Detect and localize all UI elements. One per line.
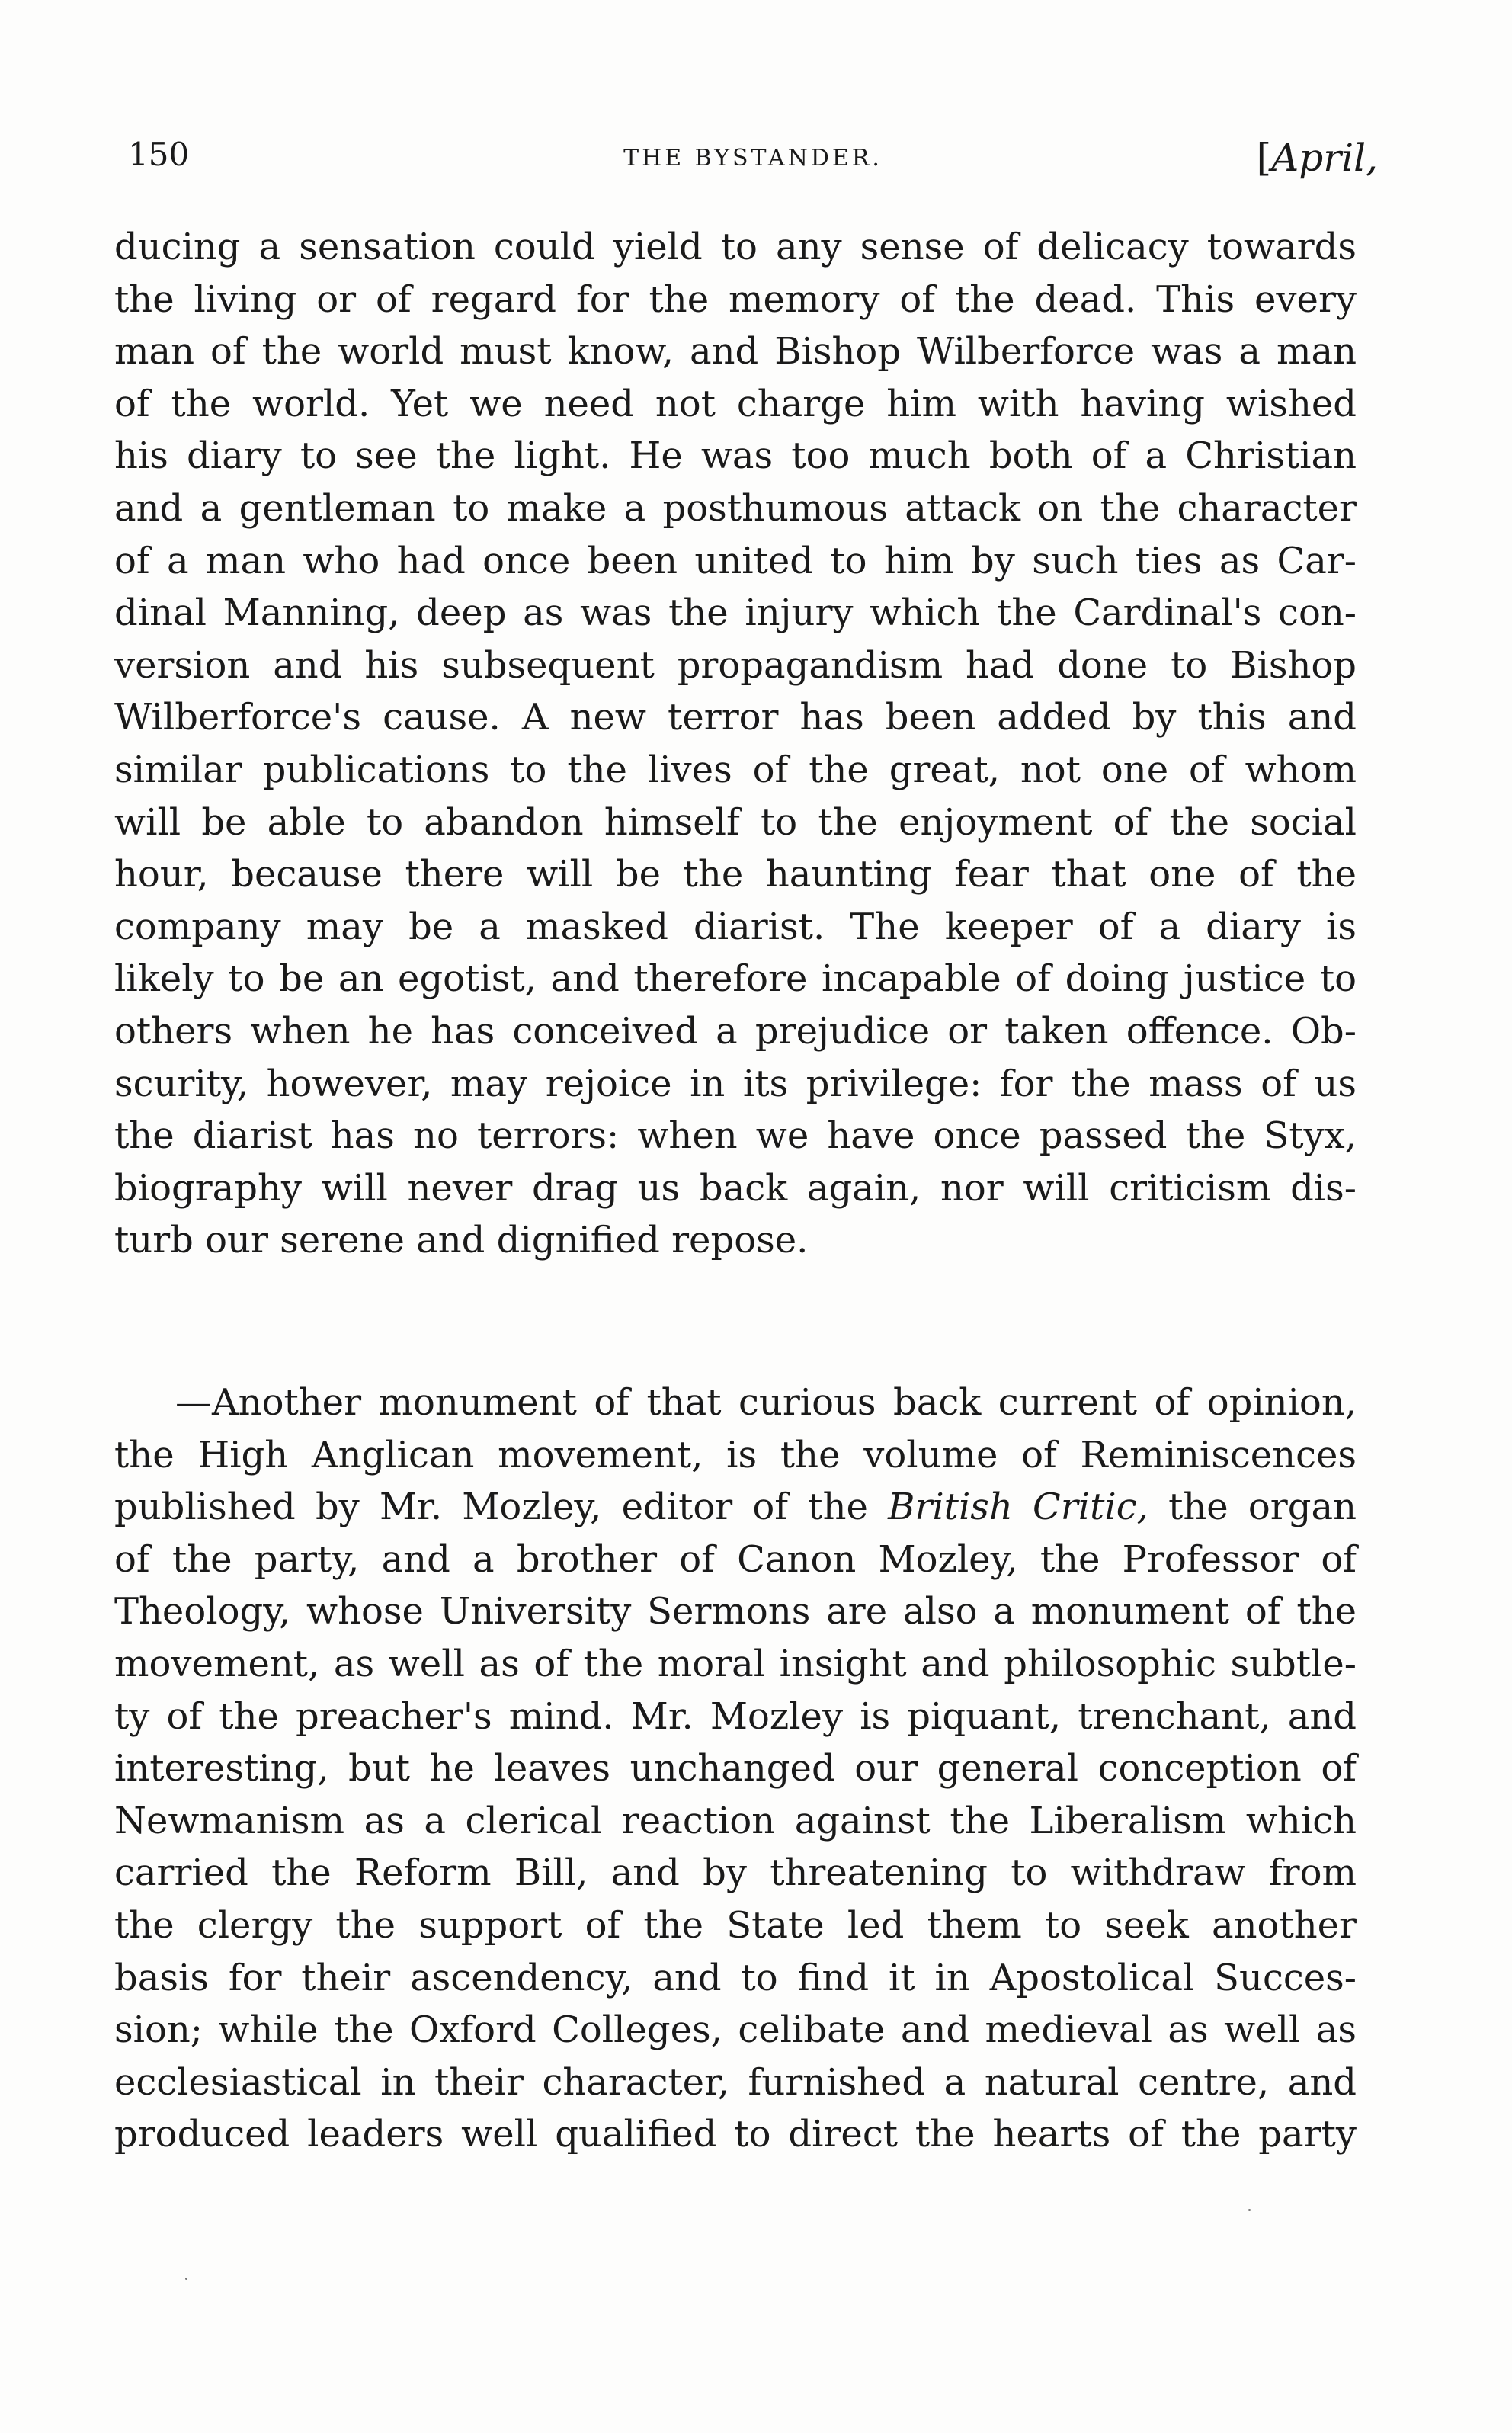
text-line: and a gentleman to make a posthumous attack on the character bbox=[114, 486, 1357, 530]
text-line: Wilberforce's cause. A new terror has been added by this and bbox=[114, 696, 1357, 739]
text-line: the High Anglican movement, is the volume of Reminiscences bbox=[114, 1433, 1357, 1476]
text-line: ty of the preacher's mind. Mr. Mozley is piquant, trenchant, and bbox=[114, 1694, 1357, 1738]
text-line: of a man who had once been united to him by such ties as Car- bbox=[114, 539, 1357, 582]
text-line: version and his subsequent propagandism had done to Bishop bbox=[114, 643, 1357, 687]
text-line: carried the Reform Bill, and by threatening to withdraw from bbox=[114, 1851, 1357, 1895]
text-line: movement, as well as of the moral insight and philosophic subtle- bbox=[114, 1642, 1357, 1685]
text-line: turb our serene and dignified repose. bbox=[114, 1219, 809, 1262]
text-line: likely to be an egotist, and therefore incapable of doing justice to bbox=[114, 957, 1357, 1001]
text-line: the clergy the support of the State led them to seek another bbox=[114, 1903, 1357, 1947]
text-line: the diarist has no terrors: when we have once passed the Styx, bbox=[114, 1114, 1357, 1158]
text-line: biography will never drag us back again, nor will criticism dis- bbox=[114, 1166, 1357, 1210]
text-line: interesting, but he leaves unchanged our general conception of bbox=[114, 1747, 1357, 1790]
text-line: ducing a sensation could yield to any sense of delicacy towards bbox=[114, 226, 1357, 268]
month-heading bbox=[1257, 136, 1378, 180]
text-line: basis for their ascendency, and to find it in Apostolical Succes- bbox=[114, 1956, 1357, 1999]
text-line bbox=[114, 1481, 1357, 1534]
text-line: similar publications to the lives of the great, not one of whom bbox=[114, 748, 1357, 791]
month-name: April, bbox=[1271, 136, 1378, 180]
text-line: produced leaders well qualified to direct the hearts of the party bbox=[114, 2113, 1357, 2156]
text-line: dinal Manning, deep as was the injury which the Cardinal's con- bbox=[114, 591, 1357, 635]
text-line: ecclesiastical in their character, furnished a natural centre, and bbox=[114, 2060, 1357, 2104]
page-header bbox=[128, 136, 1378, 189]
text-line: the living or of regard for the memory of the dead. This every bbox=[114, 277, 1357, 321]
periodical-title: British Critic, bbox=[888, 1486, 1148, 1529]
text-line: Theology, whose University Sermons are also a monument of the bbox=[114, 1590, 1357, 1633]
text-line: hour, because there will be the haunting fear that one of the bbox=[114, 853, 1357, 896]
running-title: THE BYSTANDER. bbox=[623, 145, 883, 171]
text-line: Newmanism as a clerical reaction against the Liberalism which bbox=[114, 1799, 1357, 1842]
text-line: his diary to see the light. He was too much both of a Christian bbox=[114, 434, 1357, 478]
text-line: scurity, however, may rejoice in its privilege: for the mass of us bbox=[114, 1062, 1357, 1105]
text-line: man of the world must know, and Bishop Wilberforce was a man bbox=[114, 330, 1357, 373]
text-line: of the party, and a brother of Canon Mozley, the Professor of bbox=[114, 1537, 1357, 1581]
text-fragment: published by Mr. Mozley, editor of the bbox=[114, 1486, 889, 1529]
paragraph-mozley bbox=[114, 1377, 1357, 2161]
text-line: sion; while the Oxford Colleges, celibate and medieval as well as bbox=[114, 2008, 1357, 2052]
paragraph-mozley-rest bbox=[114, 1534, 1357, 2161]
text-line: will be able to abandon himself to the enjoyment of the social bbox=[114, 800, 1357, 844]
month-bracket: [ bbox=[1256, 136, 1272, 180]
text-line: company may be a masked diarist. The keeper of a diary is bbox=[114, 905, 1357, 948]
text-line: —Another monument of that curious back current of opinion, bbox=[175, 1381, 1357, 1424]
page-number: 150 bbox=[128, 136, 190, 173]
text-fragment: the organ bbox=[1148, 1486, 1357, 1529]
text-line: of the world. Yet we need not charge him with having wished bbox=[114, 382, 1357, 425]
paper-speck bbox=[185, 2278, 187, 2280]
paper-speck bbox=[1248, 2209, 1251, 2211]
paragraph-diary bbox=[114, 221, 1357, 1267]
text-line: others when he has conceived a prejudice or taken offence. Ob- bbox=[114, 1009, 1357, 1053]
